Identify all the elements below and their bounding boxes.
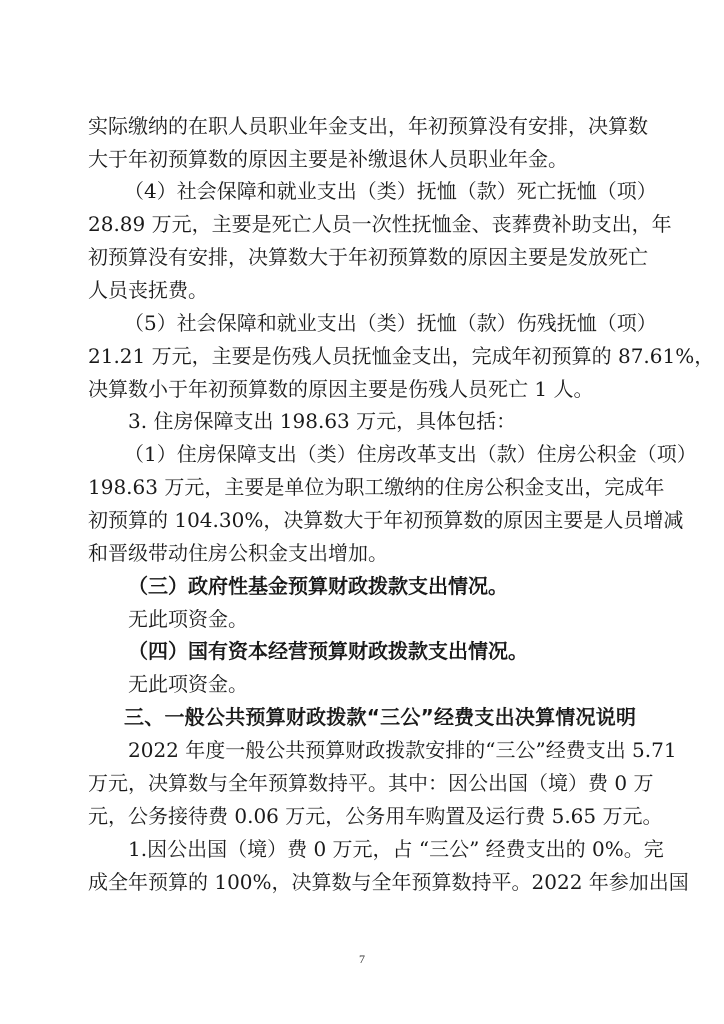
body-text-line: 初预算的 104.30%，决算数大于年初预算数的原因主要是人员增减 (88, 508, 684, 532)
section-heading: （四）国有资本经营预算财政拨款支出情况。 (128, 639, 528, 663)
section-item-heading: 3. 住房保障支出 198.63 万元，具体包括： (128, 409, 517, 433)
body-text-line: 2022 年度一般公共预算财政拨款安排的“三公”经费支出 5.71 (128, 738, 677, 762)
body-text-line: 无此项资金。 (128, 607, 248, 631)
body-text-line: 万元，决算数与全年预算数持平。其中：因公出国（境）费 0 万 (88, 771, 654, 795)
body-text-line: 198.63 万元，主要是单位为职工缴纳的住房公积金支出，完成年 (88, 475, 665, 499)
body-text-line: 1.因公出国（境）费 0 万元，占 “三公” 经费支出的 0%。完 (128, 837, 664, 861)
body-text-line: 人员丧抚费。 (88, 278, 208, 302)
body-text-line: 成全年预算的 100%，决算数与全年预算数持平。2022 年参加出国 (88, 870, 689, 894)
section-heading: （三）政府性基金预算财政拨款支出情况。 (128, 574, 508, 598)
subsection-heading: （1）住房保障支出（类）住房改革支出（款）住房公积金（项） (124, 442, 697, 466)
body-text-line: 和晋级带动住房公积金支出增加。 (88, 541, 388, 565)
body-text-line: 元，公务接待费 0.06 万元，公务用车购置及运行费 5.65 万元。 (88, 804, 663, 828)
body-text-line: 决算数小于年初预算数的原因主要是伤残人员死亡 1 人。 (88, 377, 594, 401)
body-text-line: 初预算没有安排，决算数大于年初预算数的原因主要是发放死亡 (88, 245, 648, 269)
chapter-heading: 三、一般公共预算财政拨款“三公”经费支出决算情况说明 (124, 705, 636, 729)
page-number: 7 (359, 952, 365, 966)
body-text-line: 大于年初预算数的原因主要是补缴退休人员职业年金。 (88, 147, 568, 171)
body-text-line: 实际缴纳的在职人员职业年金支出，年初预算没有安排，决算数 (88, 114, 648, 138)
subsection-heading: （4）社会保障和就业支出（类）抚恤（款）死亡抚恤（项） (124, 179, 657, 203)
body-text-line: 21.21 万元，主要是伤残人员抚恤金支出，完成年初预算的 87.61%， (88, 344, 715, 368)
body-text-line: 28.89 万元，主要是死亡人员一次性抚恤金、丧葬费补助支出，年 (88, 212, 672, 236)
subsection-heading: （5）社会保障和就业支出（类）抚恤（款）伤残抚恤（项） (124, 311, 657, 335)
body-text-line: 无此项资金。 (128, 672, 248, 696)
